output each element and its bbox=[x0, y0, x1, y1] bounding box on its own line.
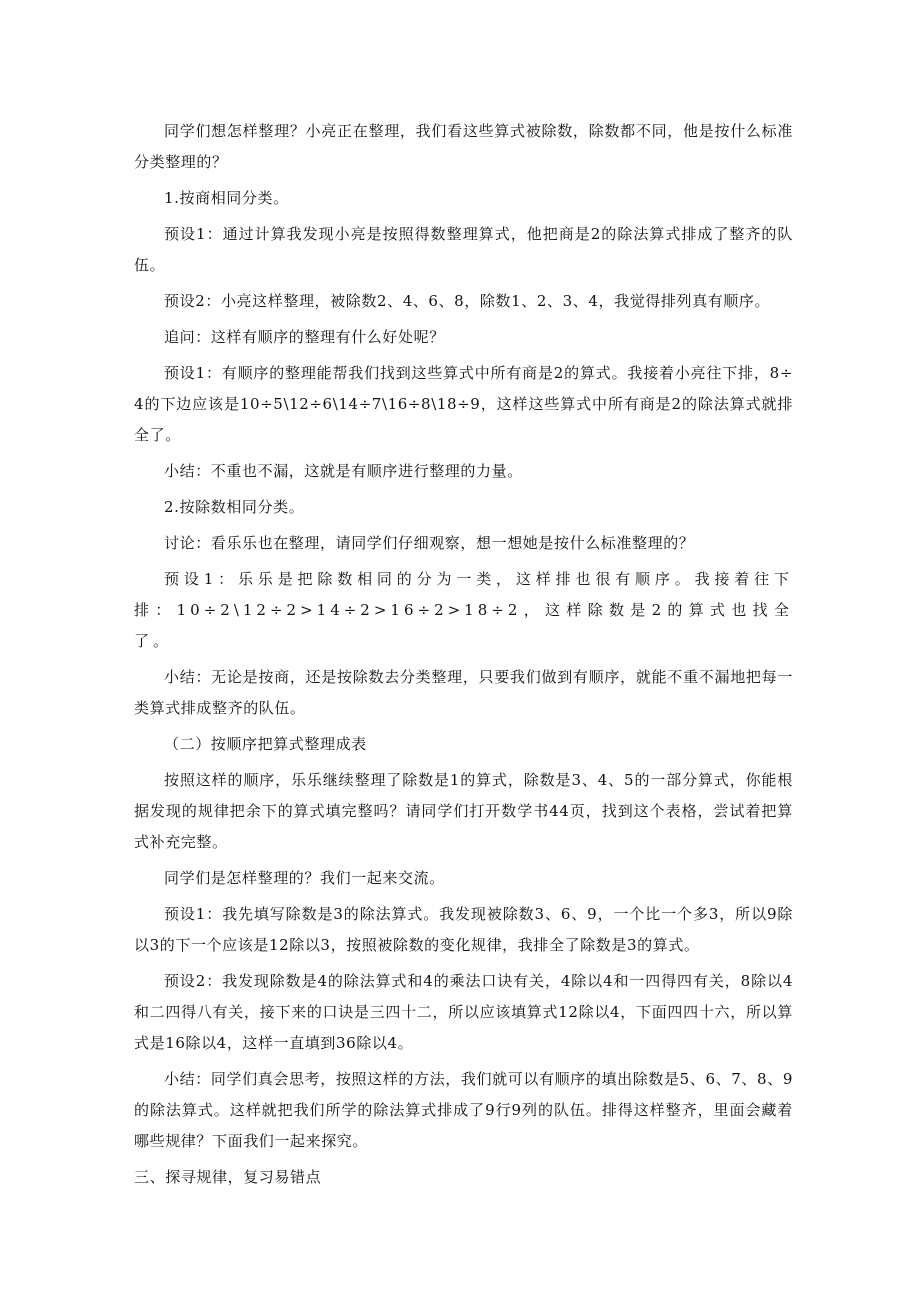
paragraph-preset-1-divisor-3: 预设1：我先填写除数是3的除法算式。我发现被除数3、6、9，一个比一个多3，所以9除以3的下一个应该是12除以3，按照被除数的变化规律，我排全了除数是3的算式。 bbox=[134, 905, 793, 954]
paragraph-summary-3: 小结：同学们真会思考，按照这样的方法，我们就可以有顺序的填出除数是5、6、7、8、9的除法算式。这样就把我们所学的除法算式排成了9行9列的队伍。排得这样整齐，里面会藏着哪些规律？下面我们一起来探究。 bbox=[134, 1070, 793, 1150]
paragraph-preset-2-divisor-4: 预设2：我发现除数是4的除法算式和4的乘法口诀有关，4除以4和一四得四有关，8除以4和二四得八有关，接下来的口诀是三四十二，所以应该填算式12除以4，下面四四十六，所以算式是16除以4，这样一直填到36除以4。 bbox=[134, 972, 793, 1052]
paragraph-preset-1-divisor: 预设1：乐乐是把除数相同的分为一类，这样排也很有顺序。我接着往下排：10÷2\12÷2>14÷2>16÷2>18÷2，这样除数是2的算式也找全了。 bbox=[134, 570, 793, 650]
paragraph-preset-1-quotient: 预设1：通过计算我发现小亮是按照得数整理算式，他把商是2的除法算式排成了整齐的队伍。 bbox=[134, 225, 793, 274]
document-body bbox=[134, 116, 793, 1198]
heading-section-two: （二）按顺序把算式整理成表 bbox=[164, 735, 367, 753]
paragraph-preset-2-order: 预设2：小亮这样整理，被除数2、4、6、8，除数1、2、3、4，我觉得排列真有顺序。 bbox=[164, 292, 771, 310]
heading-classify-by-quotient: 1.按商相同分类。 bbox=[164, 189, 289, 207]
paragraph-preset-1-list: 预设1：有顺序的整理能帮我们找到这些算式中所有商是2的算式。我接着小亮往下排，8÷4的下边应该是10÷5\12÷6\14÷7\16÷8\18÷9，这样这些算式中所有商是2的除法算式就排全了。 bbox=[134, 364, 793, 444]
paragraph-exchange: 同学们是怎样整理的？我们一起来交流。 bbox=[164, 869, 445, 887]
paragraph-table-task: 按照这样的顺序，乐乐继续整理了除数是1的算式，除数是3、4、5的一部分算式，你能根据发现的规律把余下的算式填完整吗？请同学们打开数学书44页，找到这个表格，尝试着把算式补充完整。 bbox=[134, 771, 793, 851]
heading-classify-by-divisor: 2.按除数相同分类。 bbox=[164, 498, 305, 516]
paragraph-follow-up-question: 追问：这样有顺序的整理有什么好处呢？ bbox=[164, 328, 445, 346]
heading-section-three: 三、探寻规律，复习易错点 bbox=[134, 1168, 322, 1186]
paragraph-summary-2: 小结：无论是按商，还是按除数去分类整理，只要我们做到有顺序，就能不重不漏地把每一类算式排成整齐的队伍。 bbox=[134, 668, 793, 717]
paragraph-summary-1: 小结：不重也不漏，这就是有顺序进行整理的力量。 bbox=[164, 462, 523, 480]
paragraph-discussion: 讨论：看乐乐也在整理，请同学们仔细观察，想一想她是按什么标准整理的？ bbox=[164, 534, 695, 552]
paragraph-intro-question: 同学们想怎样整理？小亮正在整理，我们看这些算式被除数，除数都不同，他是按什么标准分类整理的？ bbox=[134, 122, 793, 171]
